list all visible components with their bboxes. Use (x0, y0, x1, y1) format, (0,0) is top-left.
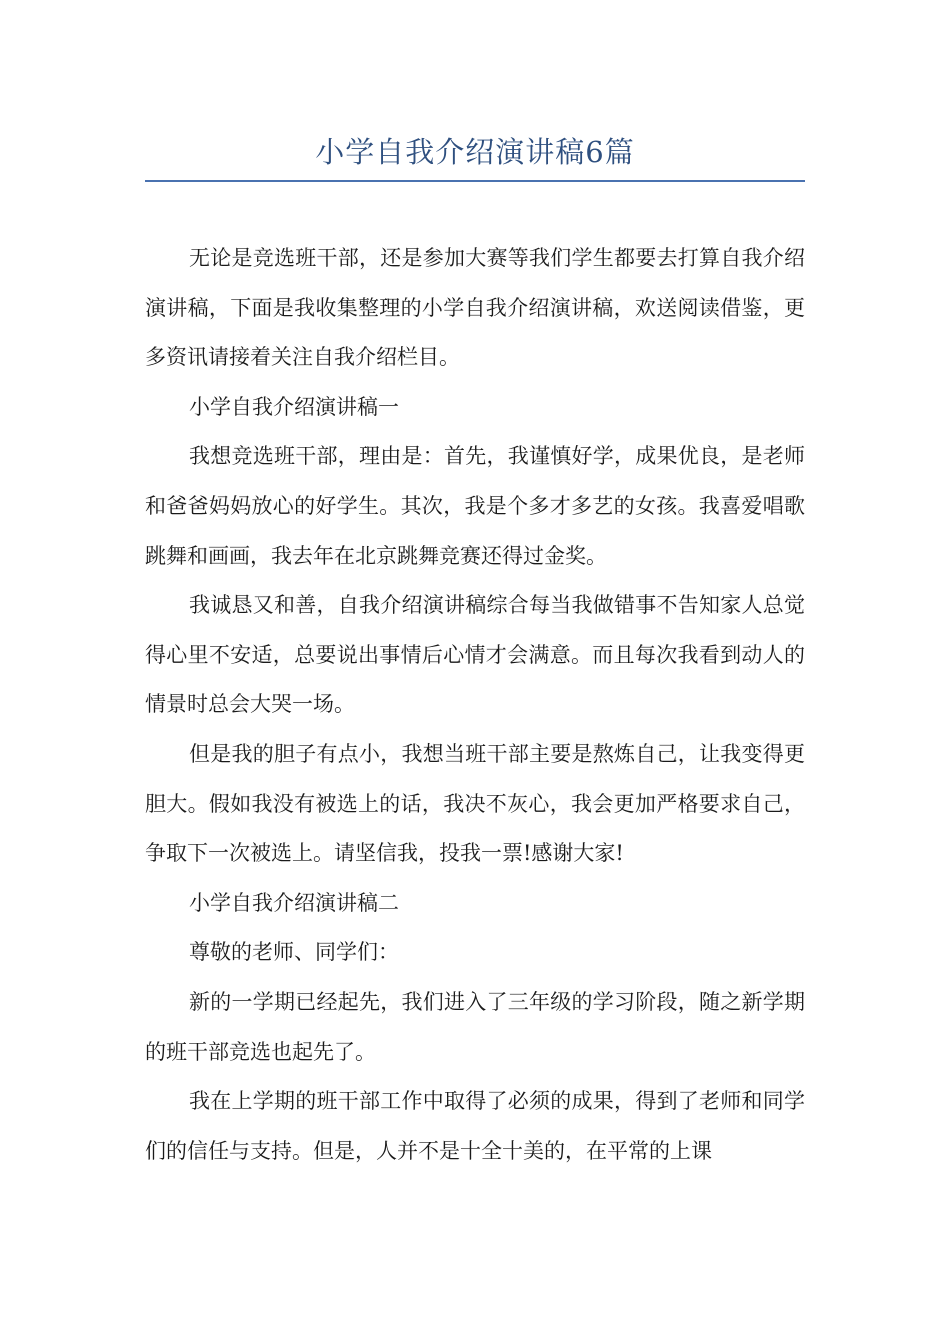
salutation: 尊敬的老师、同学们： (189, 940, 399, 965)
section-heading-1: 小学自我介绍演讲稿一 (189, 394, 399, 419)
paragraph: 我想竞选班干部，理由是：首先，我谨慎好学，成果优良，是老师和爸爸妈妈放心的好学生。其次，我是个多才多艺的女孩。我喜爱唱歌跳舞和画画，我去年在北京跳舞竞赛还得过金奖。 (145, 444, 805, 568)
section-heading-2: 小学自我介绍演讲稿二 (189, 890, 399, 915)
paragraph: 但是我的胆子有点小，我想当班干部主要是熬炼自己，让我变得更胆大。假如我没有被选上的话，我决不灰心，我会更加严格要求自己，争取下一次被选上。请坚信我，投我一票!感谢大家! (145, 741, 805, 866)
paragraph: 新的一学期已经起先，我们进入了三年级的学习阶段，随之新学期的班干部竞选也起先了。 (145, 989, 805, 1064)
document-body (145, 234, 805, 1176)
title-underline (145, 180, 805, 182)
document-title: 小学自我介绍演讲稿6篇 (315, 135, 635, 169)
paragraph: 我在上学期的班干部工作中取得了必须的成果，得到了老师和同学们的信任与支持。但是，人并不是十全十美的，在平常的上课 (145, 1089, 805, 1163)
paragraph: 我诚恳又和善，自我介绍演讲稿综合每当我做错事不告知家人总觉得心里不安适，总要说出事情后心情才会满意。而且每次我看到动人的情景时总会大哭一场。 (145, 593, 805, 717)
paragraph-intro: 无论是竞选班干部，还是参加大赛等我们学生都要去打算自我介绍演讲稿，下面是我收集整理的小学自我介绍演讲稿，欢送阅读借鉴，更多资讯请接着关注自我介绍栏目。 (145, 246, 805, 370)
